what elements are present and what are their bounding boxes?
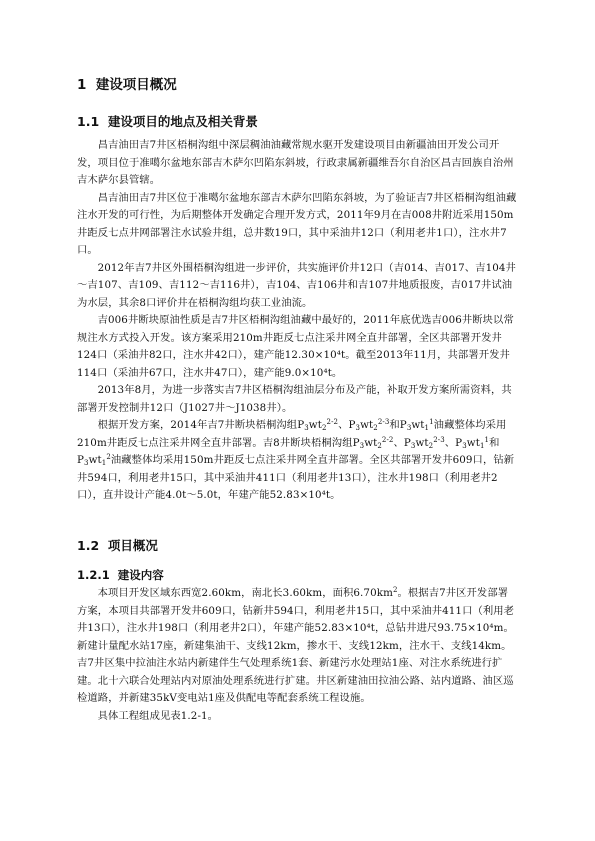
paragraph-construction: 本项目开发区域东西宽2.60km，南北长3.60km，面积$6.70km^2$。根据吉7井区开发部署方案，本项目共部署开发井609口，钻新井594口，利用老井15口，其中采油井411口（利用老井13口），注水井198口（利用老井2口），年建产能52.83×10⁴t，总钻井进尺93.75×10⁴m。新建计量配水站17座，新建集油干、支线12km，掺水干、支线12km，注水干、支线14km。吉7井区集中拉油注水站内新建伴生气处理系统1套、新建污水处理站1座、对注水系统进行扩建。北十六联合处理站内对原油处理系统进行扩建。井区新建油田拉油公路、站内道路、油区巡检道路，并新建35kV变电站1座及供配电等配套系统工程设施。 — [77, 586, 515, 704]
subsubsection-heading-1-2-1 — [77, 567, 164, 585]
body-text-1-1 — [77, 137, 517, 505]
subsubsection-number: 1.2.1 — [77, 568, 110, 582]
paragraph: 2013年8月，为进一步落实吉7井区梧桐沟组油层分布及产能，补取开发方案所需资料，共部署开发控制井12口（J1027井～J1038井）。 — [77, 384, 512, 414]
subsection-number: 1.1 — [77, 114, 100, 129]
section-number: 1 — [77, 77, 87, 93]
paragraph: 2012年吉7井区外围梧桐沟组进一步评价，共实施评价井12口（吉014、吉017、吉104井～吉107、吉109、吉112～吉116井），吉104、吉106井和吉107井地质报废，吉017井试油为水层，其余8口评价井在梧桐沟组均获工业油流。 — [77, 261, 516, 309]
section-heading — [77, 77, 177, 95]
section-title: 建设项目概况 — [95, 77, 177, 93]
paragraph-table-ref: 具体工程组成见表1.2-1。 — [97, 709, 219, 722]
paragraph-formations: 根据开发方案，2014年吉7井断块梧桐沟组$P_3wt_2^{2-2}$、$P_3wt_2^{2-3}$和$P_3wt_1^1$油藏整体均采用210m井距反七点注采井网全直井部署。吉8井断块梧桐沟组$P_3wt_2^{2-2}$、$P_3wt_2^{2-3}$、$P_3wt_1^1$和$P_3wt_1^2$油藏整体均采用150m井距反七点注采井网全直井部署。全区共部署开发井609口，钻新井594口，利用老井15口，其中采油井411口（利用老井13口），注水井198口（利用老井2口），直井设计产能4.0t～5.0t，年建产能52.83×10⁴t。 — [77, 418, 515, 501]
paragraph: 吉006井断块原油性质是吉7井区梧桐沟组油藏中最好的，2011年底优选吉006井断块以常规注水方式投入开发。该方案采用210m井距反七点注采井网全直井部署，全区共部署开发井124口（采油井82口，注水井42口），建产能12.30×10⁴t。截至2013年11月，共部署开发井114口（采油井67口，注水井47口），建产能9.0×10⁴t。 — [77, 314, 514, 379]
body-text-1-2-1 — [77, 585, 517, 725]
subsection-title: 建设项目的地点及相关背景 — [107, 114, 258, 129]
subsection-heading-1-2 — [77, 537, 158, 555]
paragraph: 昌吉油田吉7井区位于准噶尔盆地东部吉木萨尔凹陷东斜坡，为了验证吉7井区梧桐沟组油藏注水开发的可行性，为后期整体开发确定合理开发方式，2011年9月在吉008井附近采用150m井距反七点井网部署注水试验井组，总井数19口，其中采油井12口（利用老井1口），注水井7口。 — [77, 191, 517, 256]
paragraph: 昌吉油田吉7井区梧桐沟组中深层稠油油藏常规水驱开发建设项目由新疆油田开发公司开发，项目位于准噶尔盆地东部吉木萨尔凹陷东斜坡，行政隶属新疆维吾尔自治区昌吉回族自治州吉木萨尔县管辖。 — [77, 139, 514, 186]
subsection-number: 1.2 — [77, 538, 100, 553]
subsection-heading-1-1 — [77, 113, 258, 131]
subsubsection-title: 建设内容 — [117, 568, 164, 582]
subsection-title: 项目概况 — [107, 538, 158, 553]
